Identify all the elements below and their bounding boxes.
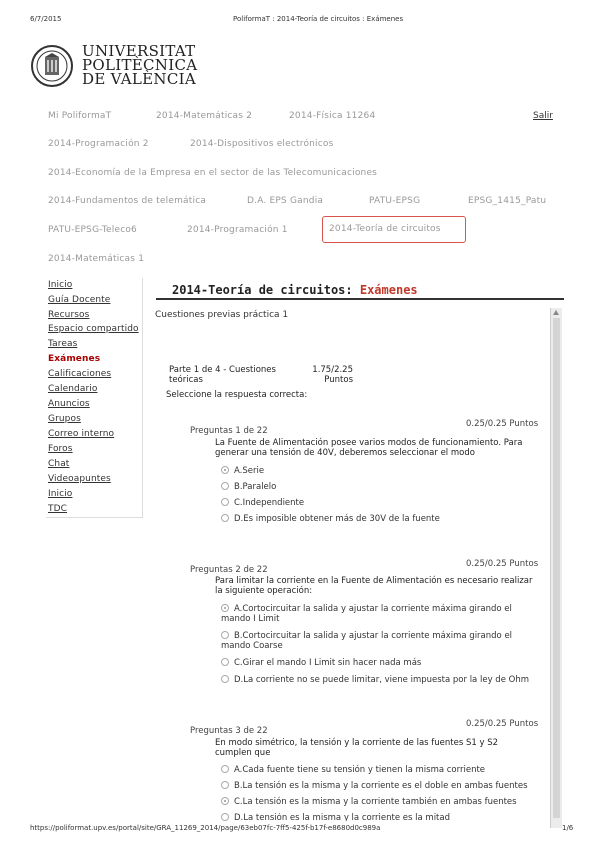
instruction-text: Seleccione la respuesta correcta: (166, 390, 308, 400)
tab-fisica[interactable]: 2014-Física 11264 (289, 111, 376, 121)
question-text: Para limitar la corriente en la Fuente de Alimentación es necesario realizar la siguiente operación: (215, 576, 533, 596)
university-name-logo: UNIVERSITAT POLITÈCNICA DE VALÈNCIA (82, 42, 198, 88)
sidebar-item-examenes[interactable]: Exámenes (48, 354, 101, 364)
tab-teoria-circuitos[interactable]: 2014-Teoría de circuitos (322, 216, 466, 243)
assessment-title: Cuestiones previas práctica 1 (155, 310, 289, 320)
tab-patu-epsg[interactable]: PATU-EPSG (369, 196, 421, 206)
radio-icon[interactable] (221, 781, 229, 789)
sidebar-item-videoapuntes[interactable]: Videoapuntes (48, 474, 111, 484)
answer-option[interactable]: B.La tensión es la misma y la corriente es el doble en ambas fuentes (221, 781, 528, 791)
answer-option[interactable]: D.La tensión es la misma y la corriente es la mitad (221, 813, 450, 821)
sidebar-item-foros[interactable]: Foros (48, 444, 73, 454)
radio-icon[interactable] (221, 675, 229, 683)
tab-programacion-1[interactable]: 2014-Programación 1 (187, 225, 288, 235)
question-points: 0.25/0.25 Puntos (466, 559, 539, 569)
print-title: PoliformaT : 2014-Teoría de circuitos : Exámenes (233, 15, 404, 23)
question-text: En modo simétrico, la tensión y la corriente de las fuentes S1 y S2 cumplen que (215, 738, 499, 758)
sidebar-item-anuncios[interactable]: Anuncios (48, 399, 90, 409)
sidebar-item-calendario[interactable]: Calendario (48, 384, 98, 394)
question-header: Preguntas 3 de 22 (190, 726, 268, 736)
print-url: https://poliformat.upv.es/portal/site/GRA_11269_2014/page/63eb07fc-7ff5-425f-b17f-e8680d0c989a (30, 824, 381, 832)
title-divider (156, 298, 564, 300)
tab-dispositivos-electronicos[interactable]: 2014-Dispositivos electrónicos (190, 139, 334, 149)
part-score: 1.75/2.25 Puntos (312, 365, 353, 385)
sidebar-item-tareas[interactable]: Tareas (48, 339, 78, 349)
sidebar-item-recursos[interactable]: Recursos (48, 310, 90, 320)
question-header: Preguntas 1 de 22 (190, 426, 268, 436)
part-label: Parte 1 de 4 - Cuestiones teóricas (169, 365, 276, 385)
answer-option[interactable]: B.Cortocircuitar la salida y ajustar la corriente máxima girando el mando Coarse (221, 631, 513, 651)
print-page-number: 1/6 (562, 824, 574, 832)
university-seal-logo (30, 44, 74, 88)
sidebar-item-guia-docente[interactable]: Guía Docente (48, 295, 111, 305)
question-points: 0.25/0.25 Puntos (466, 419, 539, 429)
tab-da-eps-gandia[interactable]: D.A. EPS Gandia (247, 196, 324, 206)
tab-mi-poliformat[interactable]: Mi PoliformaT (48, 111, 112, 121)
radio-icon[interactable] (221, 482, 229, 490)
scroll-up-arrow-icon[interactable] (553, 310, 559, 315)
tab-programacion-2[interactable]: 2014-Programación 2 (48, 139, 149, 149)
tab-fundamentos-telematica[interactable]: 2014-Fundamentos de telemática (48, 196, 207, 206)
tab-patu-epsg-teleco6[interactable]: PATU-EPSG-Teleco6 (48, 225, 137, 235)
content-scrollbar[interactable] (550, 308, 562, 828)
page-title: 2014-Teoría de circuitos: Exámenes (172, 283, 418, 297)
answer-option[interactable]: B.Paralelo (221, 482, 276, 492)
sidebar-item-espacio-compartido[interactable]: Espacio compartido (48, 324, 139, 334)
sidebar-item-chat[interactable]: Chat (48, 459, 70, 469)
radio-icon[interactable] (221, 813, 229, 821)
radio-icon[interactable] (221, 514, 229, 522)
answer-option[interactable]: D.Es imposible obtener más de 30V de la fuente (221, 514, 440, 524)
answer-option[interactable]: D.La corriente no se puede limitar, viene impuesta por la ley de Ohm (221, 675, 529, 685)
radio-icon[interactable] (221, 631, 229, 639)
answer-option[interactable]: A.Cortocircuitar la salida y ajustar la corriente máxima girando el mando I Limit (221, 604, 512, 624)
answer-option[interactable]: C.La tensión es la misma y la corriente también en ambas fuentes (221, 797, 517, 807)
sidebar-item-grupos[interactable]: Grupos (48, 414, 81, 424)
question-header: Preguntas 2 de 22 (190, 565, 268, 575)
radio-selected-icon[interactable] (221, 466, 229, 474)
tool-sidebar (46, 278, 143, 518)
sidebar-item-inicio[interactable]: Inicio (48, 280, 73, 290)
radio-icon[interactable] (221, 765, 229, 773)
answer-option[interactable]: C.Girar el mando I Limit sin hacer nada más (221, 658, 421, 668)
question-points: 0.25/0.25 Puntos (466, 719, 539, 729)
tab-matematicas-1[interactable]: 2014-Matemáticas 1 (48, 254, 145, 264)
logout-link[interactable]: Salir (533, 111, 553, 121)
radio-icon[interactable] (221, 498, 229, 506)
radio-selected-icon[interactable] (221, 604, 229, 612)
sidebar-item-calificaciones[interactable]: Calificaciones (48, 369, 112, 379)
sidebar-item-tdc[interactable]: TDC (48, 504, 68, 514)
radio-icon[interactable] (221, 658, 229, 666)
tab-economia-empresa[interactable]: 2014-Economía de la Empresa en el sector de las Telecomunicaciones (48, 168, 378, 178)
print-date: 6/7/2015 (30, 15, 62, 23)
question-text: La Fuente de Alimentación posee varios modos de funcionamiento. Para generar una tensión de 40V, deberemos seleccionar el modo (215, 438, 523, 458)
radio-selected-icon[interactable] (221, 797, 229, 805)
tab-epsg-1415-patu[interactable]: EPSG_1415_Patu (468, 196, 547, 206)
scroll-thumb[interactable] (553, 318, 560, 818)
answer-option[interactable]: A.Serie (221, 466, 264, 476)
tab-matematicas-2[interactable]: 2014-Matemáticas 2 (156, 111, 253, 121)
answer-option[interactable]: C.Independiente (221, 498, 304, 508)
sidebar-item-inicio-2[interactable]: Inicio (48, 489, 73, 499)
sidebar-item-correo-interno[interactable]: Correo interno (48, 429, 115, 439)
answer-option[interactable]: A.Cada fuente tiene su tensión y tienen la misma corriente (221, 765, 485, 775)
